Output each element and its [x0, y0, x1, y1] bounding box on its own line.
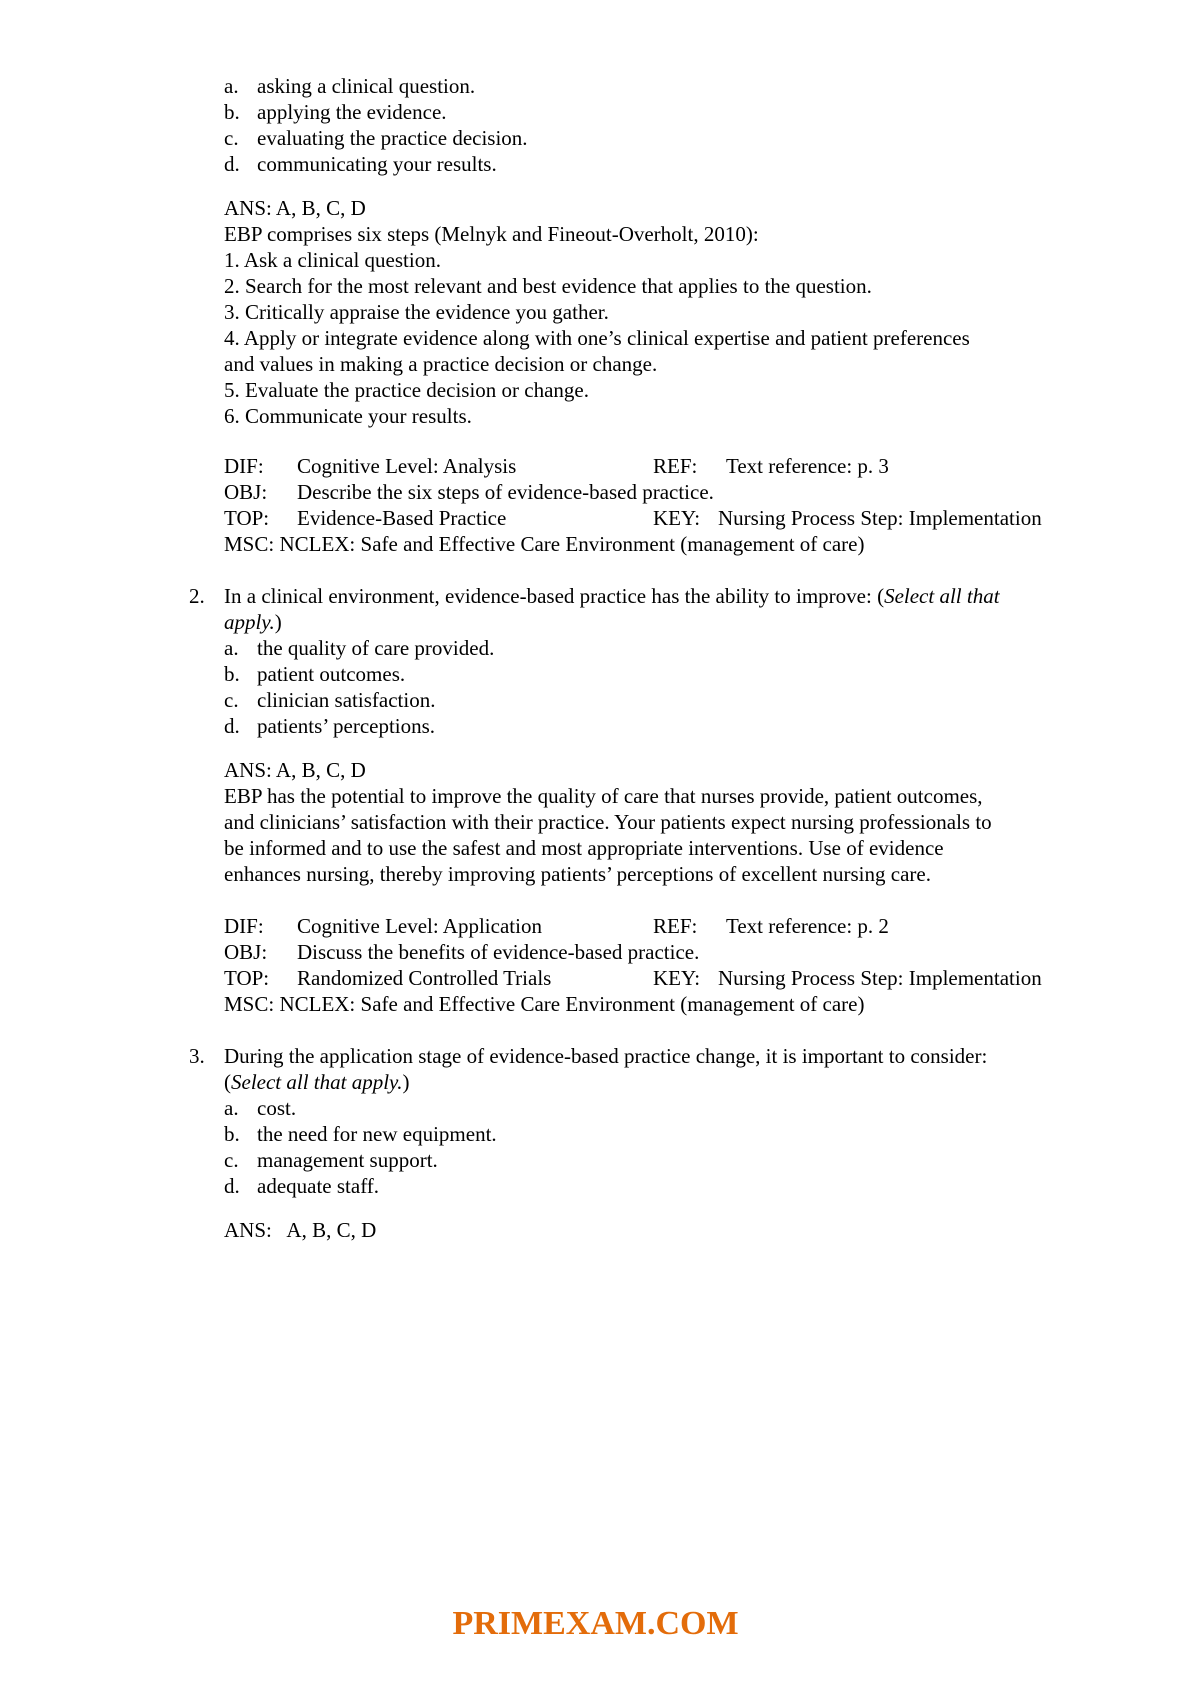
- option-text: the need for new equipment.: [257, 1122, 497, 1146]
- option-text: cost.: [257, 1096, 297, 1120]
- option-text: applying the evidence.: [257, 100, 447, 124]
- option-letter: d.: [224, 152, 240, 176]
- q1-rationale-line: 3. Critically appraise the evidence you gather.: [224, 300, 609, 324]
- q3-stem-text: During the application stage of evidence-based practice change, it is important to consider:: [224, 1044, 988, 1068]
- option-letter: b.: [224, 100, 240, 124]
- ref-value: Text reference: p. 3: [726, 454, 889, 478]
- dif-value: Cognitive Level: Analysis: [297, 454, 517, 478]
- option-text: communicating your results.: [257, 152, 497, 176]
- q2-rationale-line: be informed and to use the safest and most appropriate interventions. Use of evidence: [224, 836, 944, 860]
- option-text: patient outcomes.: [257, 662, 406, 686]
- q3-stem-open: (: [224, 1070, 231, 1094]
- option-letter: d.: [224, 1174, 240, 1198]
- q1-meta-msc: MSC: NCLEX: Safe and Effective Care Environment (management of care): [224, 532, 865, 556]
- obj-value: Discuss the benefits of evidence-based practice.: [297, 940, 700, 964]
- key-key: KEY:: [653, 966, 701, 990]
- q2-stem-close: ): [274, 610, 282, 634]
- option-text: evaluating the practice decision.: [257, 126, 528, 150]
- dif-value: Cognitive Level: Application: [297, 914, 542, 938]
- obj-key: OBJ:: [224, 480, 268, 504]
- option-letter: c.: [224, 1148, 239, 1172]
- option-text: the quality of care provided.: [257, 636, 495, 660]
- option-letter: b.: [224, 1122, 240, 1146]
- q2-meta-msc: MSC: NCLEX: Safe and Effective Care Environment (management of care): [224, 992, 865, 1016]
- option-letter: a.: [224, 636, 239, 660]
- q1-rationale-line: 6. Communicate your results.: [224, 404, 472, 428]
- q1-rationale-line: and values in making a practice decision or change.: [224, 352, 658, 376]
- option-text: adequate staff.: [257, 1174, 380, 1198]
- q2-stem-italic-2: apply.: [224, 610, 275, 634]
- option-letter: c.: [224, 126, 239, 150]
- q2-rationale-line: EBP has the potential to improve the quality of care that nurses provide, patient outcomes,: [224, 784, 983, 808]
- q2-stem-text: In a clinical environment, evidence-based practice has the ability to improve: (: [224, 584, 885, 608]
- key-key: KEY:: [653, 506, 701, 530]
- option-letter: a.: [224, 74, 239, 98]
- key-value: Nursing Process Step: Implementation: [718, 506, 1042, 530]
- option-letter: c.: [224, 688, 239, 712]
- obj-value: Describe the six steps of evidence-based practice.: [297, 480, 714, 504]
- q1-rationale-line: 2. Search for the most relevant and best evidence that applies to the question.: [224, 274, 872, 298]
- q1-rationale-line: EBP comprises six steps (Melnyk and Fineout-Overholt, 2010):: [224, 222, 759, 246]
- option-text: management support.: [257, 1148, 438, 1172]
- obj-key: OBJ:: [224, 940, 268, 964]
- option-text: patients’ perceptions.: [257, 714, 436, 738]
- ref-value: Text reference: p. 2: [726, 914, 889, 938]
- option-letter: d.: [224, 714, 240, 738]
- dif-key: DIF:: [224, 914, 264, 938]
- q3-stem-italic: Select all that apply.: [231, 1070, 403, 1094]
- q3-number: 3.: [189, 1044, 205, 1068]
- top-key: TOP:: [224, 966, 270, 990]
- dif-key: DIF:: [224, 454, 264, 478]
- ref-key: REF:: [653, 454, 698, 478]
- top-value: Evidence-Based Practice: [297, 506, 507, 530]
- q2-stem-italic: Select all that: [884, 584, 1000, 608]
- q1-rationale-line: 5. Evaluate the practice decision or change.: [224, 378, 589, 402]
- q2-number: 2.: [189, 584, 205, 608]
- ref-key: REF:: [653, 914, 698, 938]
- q1-rationale-line: 1. Ask a clinical question.: [224, 248, 441, 272]
- option-text: clinician satisfaction.: [257, 688, 436, 712]
- key-value: Nursing Process Step: Implementation: [718, 966, 1042, 990]
- footer-watermark: PRIMEXAM.COM: [452, 1605, 739, 1642]
- q3-stem-close: ): [402, 1070, 410, 1094]
- q3-answer: ANS: A, B, C, D: [224, 1218, 377, 1242]
- option-letter: b.: [224, 662, 240, 686]
- top-value: Randomized Controlled Trials: [297, 966, 552, 990]
- option-letter: a.: [224, 1096, 239, 1120]
- q1-answer: ANS: A, B, C, D: [224, 196, 366, 220]
- q2-rationale-line: enhances nursing, thereby improving patients’ perceptions of excellent nursing care.: [224, 862, 931, 886]
- option-text: asking a clinical question.: [257, 74, 476, 98]
- q1-rationale-line: 4. Apply or integrate evidence along with one’s clinical expertise and patient preferences: [224, 326, 970, 350]
- q2-stem-line2: [224, 610, 282, 634]
- q2-answer: ANS: A, B, C, D: [224, 758, 366, 782]
- q2-rationale-line: and clinicians’ satisfaction with their practice. Your patients expect nursing professionals to: [224, 810, 992, 834]
- top-key: TOP:: [224, 506, 270, 530]
- q3-stem-line2: [224, 1070, 409, 1094]
